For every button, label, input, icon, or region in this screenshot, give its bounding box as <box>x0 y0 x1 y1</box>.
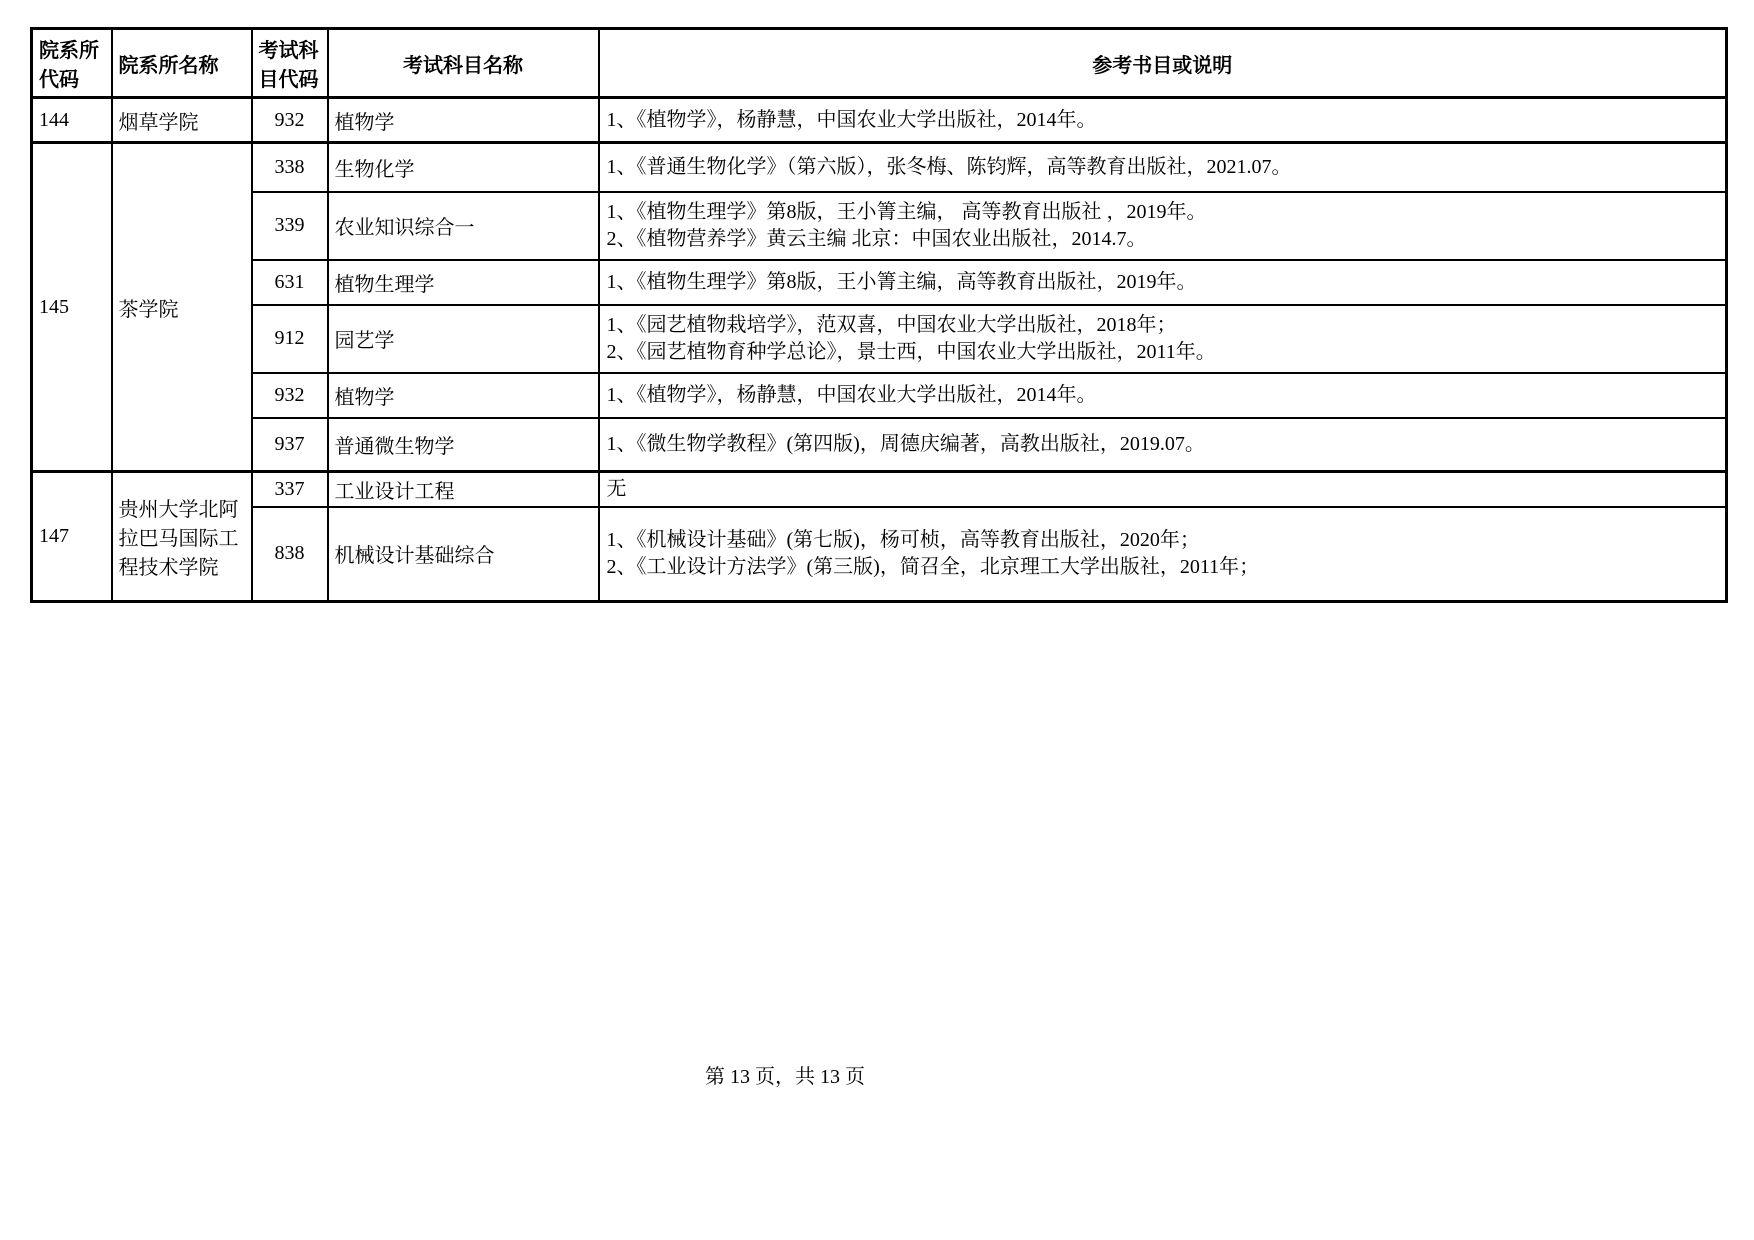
table-row <box>32 507 1727 601</box>
reference-line: 1、《植物生理学》第8版，王小箐主编，高等教育出版社，2019年。 <box>606 270 1197 293</box>
dept-name: 茶学院 <box>112 143 252 472</box>
subject-name: 植物学 <box>328 373 599 418</box>
subject-references <box>599 418 1727 472</box>
subject-references <box>599 143 1727 192</box>
subject-name: 农业知识综合一 <box>328 192 599 260</box>
reference-line: 1、《植物学》，杨静慧，中国农业大学出版社，2014年。 <box>606 383 1097 406</box>
subject-references <box>599 472 1727 508</box>
table-row <box>32 418 1727 472</box>
page-number-indicator: 第 13 页，共 13 页 <box>705 1066 865 1088</box>
reference-line: 1、《普通生物化学》（第六版），张冬梅、陈钧辉，高等教育出版社，2021.07。 <box>606 155 1292 178</box>
subject-code: 339 <box>252 192 328 260</box>
table-row <box>32 373 1727 418</box>
reference-line: 2、《植物营养学》黄云主编 北京：中国农业出版社，2014.7。 <box>606 227 1147 250</box>
header-subject-name: 考试科目名称 <box>328 29 599 98</box>
subject-references <box>599 373 1727 418</box>
subject-references <box>599 192 1727 260</box>
subject-references <box>599 260 1727 305</box>
subject-code: 932 <box>252 373 328 418</box>
subject-references <box>599 507 1727 601</box>
reference-line: 1、《植物学》，杨静慧，中国农业大学出版社，2014年。 <box>606 108 1097 131</box>
reference-line: 1、《园艺植物栽培学》，范双喜，中国农业大学出版社，2018年； <box>606 313 1177 336</box>
table-row <box>32 98 1727 143</box>
table-header-row <box>32 29 1727 98</box>
header-references: 参考书目或说明 <box>599 29 1727 98</box>
subject-name: 植物学 <box>328 98 599 143</box>
dept-name: 烟草学院 <box>112 98 252 143</box>
dept-name: 贵州大学北阿拉巴马国际工程技术学院 <box>112 472 252 602</box>
subject-references <box>599 305 1727 373</box>
subject-name: 植物生理学 <box>328 260 599 305</box>
reference-line: 无 <box>606 478 627 500</box>
subject-code: 337 <box>252 472 328 508</box>
subject-code: 937 <box>252 418 328 472</box>
table-row <box>32 143 1727 192</box>
header-dept-code: 院系所代码 <box>32 29 112 98</box>
subject-references <box>599 98 1727 143</box>
table-row <box>32 192 1727 260</box>
subject-name: 生物化学 <box>328 143 599 192</box>
subject-code: 912 <box>252 305 328 373</box>
table-row <box>32 472 1727 508</box>
table-row <box>32 260 1727 305</box>
subject-name: 工业设计工程 <box>328 472 599 508</box>
exam-subjects-table <box>30 27 1728 603</box>
header-subject-code: 考试科目代码 <box>252 29 328 98</box>
subject-name: 普通微生物学 <box>328 418 599 472</box>
dept-code: 144 <box>32 98 112 143</box>
dept-code: 145 <box>32 143 112 472</box>
reference-line: 1、《微生物学教程》(第四版)，周德庆编著，高教出版社，2019.07。 <box>606 432 1205 455</box>
subject-name: 园艺学 <box>328 305 599 373</box>
reference-line: 1、《机械设计基础》(第七版)，杨可桢，高等教育出版社，2020年； <box>606 528 1200 551</box>
table-row <box>32 305 1727 373</box>
subject-code: 631 <box>252 260 328 305</box>
reference-line: 2、《工业设计方法学》(第三版)，简召全，北京理工大学出版社，2011年； <box>606 555 1260 578</box>
header-dept-name: 院系所名称 <box>112 29 252 98</box>
subject-code: 932 <box>252 98 328 143</box>
dept-code: 147 <box>32 472 112 602</box>
reference-line: 2、《园艺植物育种学总论》，景士西，中国农业大学出版社，2011年。 <box>606 340 1216 363</box>
reference-line: 1、《植物生理学》第8版，王小箐主编， 高等教育出版社 ，2019年。 <box>606 200 1207 223</box>
subject-name: 机械设计基础综合 <box>328 507 599 601</box>
subject-code: 338 <box>252 143 328 192</box>
subject-code: 838 <box>252 507 328 601</box>
